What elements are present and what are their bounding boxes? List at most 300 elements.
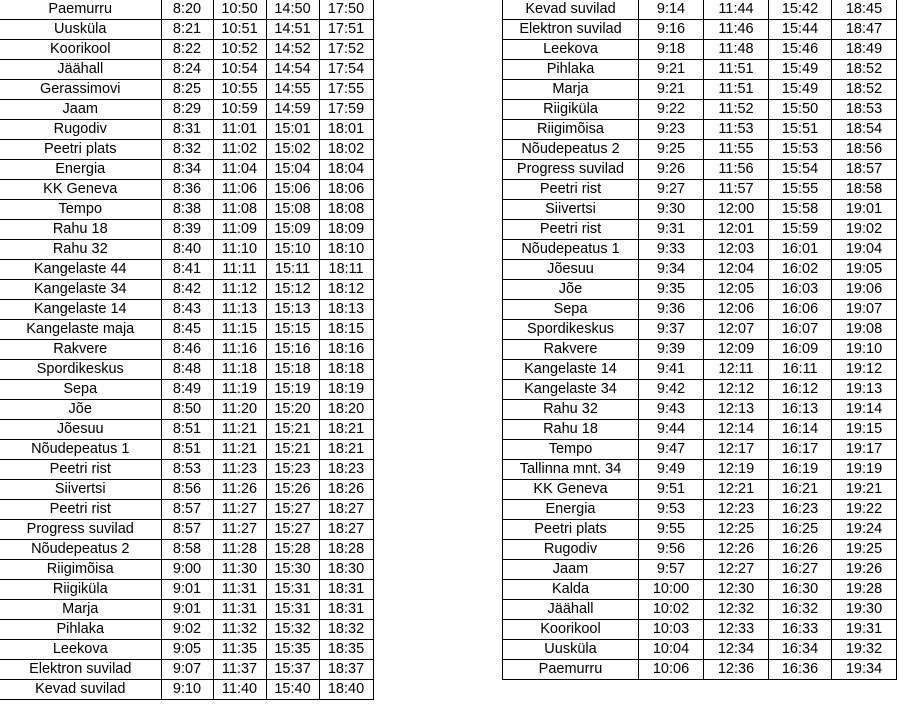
table-row <box>0 560 373 580</box>
departure-time-cell: 10:52 <box>213 40 266 60</box>
table-row <box>503 440 897 460</box>
stop-name-cell: Progress suvilad <box>0 520 161 540</box>
departure-time-cell: 12:06 <box>704 300 769 320</box>
stop-name-cell: Siivertsi <box>0 480 161 500</box>
departure-time-cell: 15:49 <box>769 60 832 80</box>
stop-name-cell: Rahu 18 <box>503 420 639 440</box>
departure-time-cell: 9:01 <box>161 580 213 600</box>
departure-time-cell: 9:01 <box>161 600 213 620</box>
departure-time-cell: 9:47 <box>639 440 704 460</box>
departure-time-cell: 16:19 <box>769 460 832 480</box>
departure-time-cell: 16:13 <box>769 400 832 420</box>
stop-name-cell: Leekova <box>0 640 161 660</box>
stop-name-cell: Paemurru <box>503 660 639 680</box>
table-row <box>0 480 373 500</box>
departure-time-cell: 12:27 <box>704 560 769 580</box>
departure-time-cell: 11:57 <box>704 180 769 200</box>
stop-name-cell: Koorikool <box>503 620 639 640</box>
departure-time-cell: 10:00 <box>639 580 704 600</box>
stop-name-cell: Rakvere <box>503 340 639 360</box>
departure-time-cell: 19:17 <box>832 440 897 460</box>
departure-time-cell: 8:20 <box>161 0 213 20</box>
departure-time-cell: 8:31 <box>161 120 213 140</box>
table-row <box>0 320 373 340</box>
table-row <box>0 100 373 120</box>
departure-time-cell: 19:14 <box>832 400 897 420</box>
table-row <box>0 380 373 400</box>
departure-time-cell: 11:32 <box>213 620 266 640</box>
departure-time-cell: 16:36 <box>769 660 832 680</box>
departure-time-cell: 9:37 <box>639 320 704 340</box>
table-row <box>0 420 373 440</box>
departure-time-cell: 15:15 <box>266 320 319 340</box>
departure-time-cell: 12:12 <box>704 380 769 400</box>
departure-time-cell: 10:02 <box>639 600 704 620</box>
departure-time-cell: 15:59 <box>769 220 832 240</box>
stop-name-cell: Kevad suvilad <box>0 680 161 700</box>
table-row <box>503 500 897 520</box>
stop-name-cell: Tempo <box>0 200 161 220</box>
departure-time-cell: 15:27 <box>266 520 319 540</box>
departure-time-cell: 18:52 <box>832 80 897 100</box>
departure-time-cell: 9:00 <box>161 560 213 580</box>
departure-time-cell: 14:54 <box>266 60 319 80</box>
departure-time-cell: 18:06 <box>319 180 373 200</box>
departure-time-cell: 9:22 <box>639 100 704 120</box>
departure-time-cell: 9:36 <box>639 300 704 320</box>
departure-time-cell: 8:40 <box>161 240 213 260</box>
table-row <box>0 280 373 300</box>
departure-time-cell: 17:55 <box>319 80 373 100</box>
departure-time-cell: 11:27 <box>213 500 266 520</box>
table-row <box>0 0 373 20</box>
stop-name-cell: Riigimõisa <box>503 120 639 140</box>
stop-name-cell: Rahu 18 <box>0 220 161 240</box>
table-row <box>503 400 897 420</box>
table-row <box>503 120 897 140</box>
stop-name-cell: Rugodiv <box>0 120 161 140</box>
table-row <box>503 460 897 480</box>
departure-time-cell: 11:20 <box>213 400 266 420</box>
departure-time-cell: 18:27 <box>319 520 373 540</box>
table-row <box>0 580 373 600</box>
departure-time-cell: 12:25 <box>704 520 769 540</box>
stop-name-cell: Kevad suvilad <box>503 0 639 20</box>
departure-time-cell: 11:16 <box>213 340 266 360</box>
departure-time-cell: 8:34 <box>161 160 213 180</box>
departure-time-cell: 11:31 <box>213 600 266 620</box>
departure-time-cell: 19:10 <box>832 340 897 360</box>
departure-time-cell: 12:21 <box>704 480 769 500</box>
departure-time-cell: 15:49 <box>769 80 832 100</box>
departure-time-cell: 19:06 <box>832 280 897 300</box>
departure-time-cell: 15:23 <box>266 460 319 480</box>
departure-time-cell: 17:51 <box>319 20 373 40</box>
departure-time-cell: 9:05 <box>161 640 213 660</box>
departure-time-cell: 19:13 <box>832 380 897 400</box>
departure-time-cell: 11:44 <box>704 0 769 20</box>
departure-time-cell: 10:59 <box>213 100 266 120</box>
stop-name-cell: Uusküla <box>503 640 639 660</box>
table-row <box>0 660 373 680</box>
departure-time-cell: 19:05 <box>832 260 897 280</box>
departure-time-cell: 8:56 <box>161 480 213 500</box>
stop-name-cell: Paemurru <box>0 0 161 20</box>
departure-time-cell: 18:08 <box>319 200 373 220</box>
stop-name-cell: Kangelaste 44 <box>0 260 161 280</box>
departure-time-cell: 9:35 <box>639 280 704 300</box>
departure-time-cell: 15:35 <box>266 640 319 660</box>
departure-time-cell: 15:30 <box>266 560 319 580</box>
departure-time-cell: 11:48 <box>704 40 769 60</box>
departure-time-cell: 15:13 <box>266 300 319 320</box>
stop-name-cell: Kangelaste 34 <box>0 280 161 300</box>
timetable-return-body <box>503 0 897 680</box>
departure-time-cell: 11:02 <box>213 140 266 160</box>
departure-time-cell: 18:31 <box>319 580 373 600</box>
departure-time-cell: 9:57 <box>639 560 704 580</box>
departure-time-cell: 16:02 <box>769 260 832 280</box>
departure-time-cell: 18:28 <box>319 540 373 560</box>
departure-time-cell: 18:18 <box>319 360 373 380</box>
stop-name-cell: Kangelaste 34 <box>503 380 639 400</box>
departure-time-cell: 9:39 <box>639 340 704 360</box>
departure-time-cell: 11:56 <box>704 160 769 180</box>
departure-time-cell: 15:58 <box>769 200 832 220</box>
table-row <box>503 200 897 220</box>
departure-time-cell: 11:55 <box>704 140 769 160</box>
departure-time-cell: 9:21 <box>639 60 704 80</box>
departure-time-cell: 9:25 <box>639 140 704 160</box>
stop-name-cell: KK Geneva <box>503 480 639 500</box>
table-row <box>0 200 373 220</box>
departure-time-cell: 12:32 <box>704 600 769 620</box>
departure-time-cell: 19:22 <box>832 500 897 520</box>
table-row <box>0 460 373 480</box>
stop-name-cell: Energia <box>503 500 639 520</box>
departure-time-cell: 18:21 <box>319 420 373 440</box>
departure-time-cell: 9:16 <box>639 20 704 40</box>
departure-time-cell: 8:25 <box>161 80 213 100</box>
departure-time-cell: 15:21 <box>266 440 319 460</box>
departure-time-cell: 9:30 <box>639 200 704 220</box>
stop-name-cell: Jõe <box>503 280 639 300</box>
table-row <box>503 520 897 540</box>
departure-time-cell: 19:28 <box>832 580 897 600</box>
stop-name-cell: Rahu 32 <box>503 400 639 420</box>
departure-time-cell: 11:53 <box>704 120 769 140</box>
table-row <box>0 680 373 700</box>
departure-time-cell: 8:21 <box>161 20 213 40</box>
departure-time-cell: 15:42 <box>769 0 832 20</box>
stop-name-cell: Nõudepeatus 2 <box>0 540 161 560</box>
departure-time-cell: 14:50 <box>266 0 319 20</box>
departure-time-cell: 18:15 <box>319 320 373 340</box>
departure-time-cell: 12:33 <box>704 620 769 640</box>
departure-time-cell: 12:00 <box>704 200 769 220</box>
departure-time-cell: 8:41 <box>161 260 213 280</box>
stop-name-cell: Siivertsi <box>503 200 639 220</box>
departure-time-cell: 8:51 <box>161 440 213 460</box>
stop-name-cell: Jõe <box>0 400 161 420</box>
departure-time-cell: 8:51 <box>161 420 213 440</box>
departure-time-cell: 18:31 <box>319 600 373 620</box>
departure-time-cell: 9:07 <box>161 660 213 680</box>
stop-name-cell: Peetri rist <box>503 220 639 240</box>
departure-time-cell: 16:32 <box>769 600 832 620</box>
table-row <box>503 60 897 80</box>
departure-time-cell: 16:06 <box>769 300 832 320</box>
table-row <box>503 180 897 200</box>
departure-time-cell: 16:17 <box>769 440 832 460</box>
departure-time-cell: 11:37 <box>213 660 266 680</box>
stop-name-cell: Jaam <box>0 100 161 120</box>
table-row <box>0 120 373 140</box>
stop-name-cell: Leekova <box>503 40 639 60</box>
departure-time-cell: 11:28 <box>213 540 266 560</box>
departure-time-cell: 19:25 <box>832 540 897 560</box>
departure-time-cell: 9:31 <box>639 220 704 240</box>
stop-name-cell: Sepa <box>503 300 639 320</box>
departure-time-cell: 11:21 <box>213 420 266 440</box>
departure-time-cell: 11:13 <box>213 300 266 320</box>
table-row <box>503 320 897 340</box>
departure-time-cell: 11:19 <box>213 380 266 400</box>
departure-time-cell: 18:27 <box>319 500 373 520</box>
table-row <box>503 220 897 240</box>
stop-name-cell: Nõudepeatus 1 <box>503 240 639 260</box>
departure-time-cell: 15:16 <box>266 340 319 360</box>
departure-time-cell: 12:03 <box>704 240 769 260</box>
table-row <box>503 600 897 620</box>
table-row <box>0 180 373 200</box>
departure-time-cell: 11:04 <box>213 160 266 180</box>
departure-time-cell: 19:07 <box>832 300 897 320</box>
departure-time-cell: 14:55 <box>266 80 319 100</box>
departure-time-cell: 8:50 <box>161 400 213 420</box>
stop-name-cell: Rahu 32 <box>0 240 161 260</box>
departure-time-cell: 17:52 <box>319 40 373 60</box>
departure-time-cell: 11:09 <box>213 220 266 240</box>
departure-time-cell: 18:37 <box>319 660 373 680</box>
departure-time-cell: 19:24 <box>832 520 897 540</box>
table-row <box>0 60 373 80</box>
departure-time-cell: 18:40 <box>319 680 373 700</box>
departure-time-cell: 9:10 <box>161 680 213 700</box>
departure-time-cell: 8:38 <box>161 200 213 220</box>
departure-time-cell: 9:51 <box>639 480 704 500</box>
stop-name-cell: Pihlaka <box>0 620 161 640</box>
departure-time-cell: 11:35 <box>213 640 266 660</box>
stop-name-cell: Spordikeskus <box>503 320 639 340</box>
departure-time-cell: 12:36 <box>704 660 769 680</box>
table-row <box>503 580 897 600</box>
table-row <box>0 20 373 40</box>
departure-time-cell: 18:23 <box>319 460 373 480</box>
table-row <box>0 600 373 620</box>
departure-time-cell: 19:02 <box>832 220 897 240</box>
table-row <box>503 20 897 40</box>
departure-time-cell: 18:30 <box>319 560 373 580</box>
table-row <box>503 140 897 160</box>
departure-time-cell: 15:46 <box>769 40 832 60</box>
departure-time-cell: 8:29 <box>161 100 213 120</box>
departure-time-cell: 12:04 <box>704 260 769 280</box>
stop-name-cell: Marja <box>0 600 161 620</box>
table-row <box>0 260 373 280</box>
departure-time-cell: 12:11 <box>704 360 769 380</box>
departure-time-cell: 12:13 <box>704 400 769 420</box>
departure-time-cell: 14:52 <box>266 40 319 60</box>
departure-time-cell: 16:34 <box>769 640 832 660</box>
departure-time-cell: 11:21 <box>213 440 266 460</box>
departure-time-cell: 9:23 <box>639 120 704 140</box>
departure-time-cell: 18:12 <box>319 280 373 300</box>
stop-name-cell: Peetri rist <box>0 500 161 520</box>
departure-time-cell: 12:26 <box>704 540 769 560</box>
departure-time-cell: 19:04 <box>832 240 897 260</box>
table-row <box>503 360 897 380</box>
table-row <box>503 480 897 500</box>
stop-name-cell: Riigimõisa <box>0 560 161 580</box>
departure-time-cell: 9:02 <box>161 620 213 640</box>
departure-time-cell: 16:11 <box>769 360 832 380</box>
table-row <box>503 100 897 120</box>
departure-time-cell: 11:06 <box>213 180 266 200</box>
departure-time-cell: 18:21 <box>319 440 373 460</box>
stop-name-cell: Tempo <box>503 440 639 460</box>
departure-time-cell: 16:07 <box>769 320 832 340</box>
departure-time-cell: 8:57 <box>161 520 213 540</box>
departure-time-cell: 15:31 <box>266 600 319 620</box>
stop-name-cell: Gerassimovi <box>0 80 161 100</box>
table-row <box>503 160 897 180</box>
stop-name-cell: Jõesuu <box>0 420 161 440</box>
departure-time-cell: 18:20 <box>319 400 373 420</box>
departure-time-cell: 9:42 <box>639 380 704 400</box>
departure-time-cell: 9:33 <box>639 240 704 260</box>
departure-time-cell: 19:12 <box>832 360 897 380</box>
departure-time-cell: 15:51 <box>769 120 832 140</box>
departure-time-cell: 8:22 <box>161 40 213 60</box>
table-row <box>0 400 373 420</box>
departure-time-cell: 10:55 <box>213 80 266 100</box>
stop-name-cell: Jaam <box>503 560 639 580</box>
departure-time-cell: 11:52 <box>704 100 769 120</box>
departure-time-cell: 11:30 <box>213 560 266 580</box>
stop-name-cell: Kangelaste maja <box>0 320 161 340</box>
departure-time-cell: 15:32 <box>266 620 319 640</box>
departure-time-cell: 12:34 <box>704 640 769 660</box>
stop-name-cell: Riigiküla <box>503 100 639 120</box>
departure-time-cell: 15:40 <box>266 680 319 700</box>
departure-time-cell: 12:09 <box>704 340 769 360</box>
stop-name-cell: Elektron suvilad <box>503 20 639 40</box>
stop-name-cell: Pihlaka <box>503 60 639 80</box>
departure-time-cell: 15:09 <box>266 220 319 240</box>
departure-time-cell: 15:50 <box>769 100 832 120</box>
table-row <box>0 500 373 520</box>
departure-time-cell: 19:34 <box>832 660 897 680</box>
departure-time-cell: 18:52 <box>832 60 897 80</box>
departure-time-cell: 8:32 <box>161 140 213 160</box>
departure-time-cell: 16:03 <box>769 280 832 300</box>
table-row <box>503 560 897 580</box>
departure-time-cell: 16:01 <box>769 240 832 260</box>
departure-time-cell: 18:32 <box>319 620 373 640</box>
departure-time-cell: 15:08 <box>266 200 319 220</box>
stop-name-cell: Spordikeskus <box>0 360 161 380</box>
table-row <box>0 240 373 260</box>
departure-time-cell: 15:31 <box>266 580 319 600</box>
departure-time-cell: 18:35 <box>319 640 373 660</box>
departure-time-cell: 15:11 <box>266 260 319 280</box>
departure-time-cell: 19:30 <box>832 600 897 620</box>
table-row <box>0 340 373 360</box>
table-row <box>503 540 897 560</box>
table-row <box>503 640 897 660</box>
departure-time-cell: 18:13 <box>319 300 373 320</box>
stop-name-cell: Jõesuu <box>503 260 639 280</box>
departure-time-cell: 15:19 <box>266 380 319 400</box>
departure-time-cell: 10:54 <box>213 60 266 80</box>
table-row <box>503 300 897 320</box>
table-row <box>0 640 373 660</box>
departure-time-cell: 19:21 <box>832 480 897 500</box>
departure-time-cell: 9:44 <box>639 420 704 440</box>
departure-time-cell: 18:54 <box>832 120 897 140</box>
departure-time-cell: 18:02 <box>319 140 373 160</box>
table-row <box>0 540 373 560</box>
departure-time-cell: 18:53 <box>832 100 897 120</box>
departure-time-cell: 9:18 <box>639 40 704 60</box>
departure-time-cell: 9:27 <box>639 180 704 200</box>
departure-time-cell: 12:05 <box>704 280 769 300</box>
departure-time-cell: 12:19 <box>704 460 769 480</box>
departure-time-cell: 9:26 <box>639 160 704 180</box>
departure-time-cell: 11:10 <box>213 240 266 260</box>
departure-time-cell: 19:08 <box>832 320 897 340</box>
table-row <box>0 520 373 540</box>
departure-time-cell: 8:53 <box>161 460 213 480</box>
departure-time-cell: 8:48 <box>161 360 213 380</box>
departure-time-cell: 11:11 <box>213 260 266 280</box>
stop-name-cell: Koorikool <box>0 40 161 60</box>
departure-time-cell: 18:49 <box>832 40 897 60</box>
departure-time-cell: 19:31 <box>832 620 897 640</box>
departure-time-cell: 9:34 <box>639 260 704 280</box>
departure-time-cell: 15:10 <box>266 240 319 260</box>
departure-time-cell: 16:12 <box>769 380 832 400</box>
stop-name-cell: Kangelaste 14 <box>503 360 639 380</box>
table-row <box>0 440 373 460</box>
timetable-return <box>502 0 897 680</box>
departure-time-cell: 8:42 <box>161 280 213 300</box>
stop-name-cell: Nõudepeatus 1 <box>0 440 161 460</box>
departure-time-cell: 18:19 <box>319 380 373 400</box>
departure-time-cell: 18:10 <box>319 240 373 260</box>
departure-time-cell: 16:27 <box>769 560 832 580</box>
table-row <box>503 260 897 280</box>
departure-time-cell: 11:01 <box>213 120 266 140</box>
departure-time-cell: 8:58 <box>161 540 213 560</box>
departure-time-cell: 16:21 <box>769 480 832 500</box>
table-row <box>0 220 373 240</box>
departure-time-cell: 9:43 <box>639 400 704 420</box>
departure-time-cell: 12:01 <box>704 220 769 240</box>
stop-name-cell: Jäähall <box>0 60 161 80</box>
stop-name-cell: Kangelaste 14 <box>0 300 161 320</box>
